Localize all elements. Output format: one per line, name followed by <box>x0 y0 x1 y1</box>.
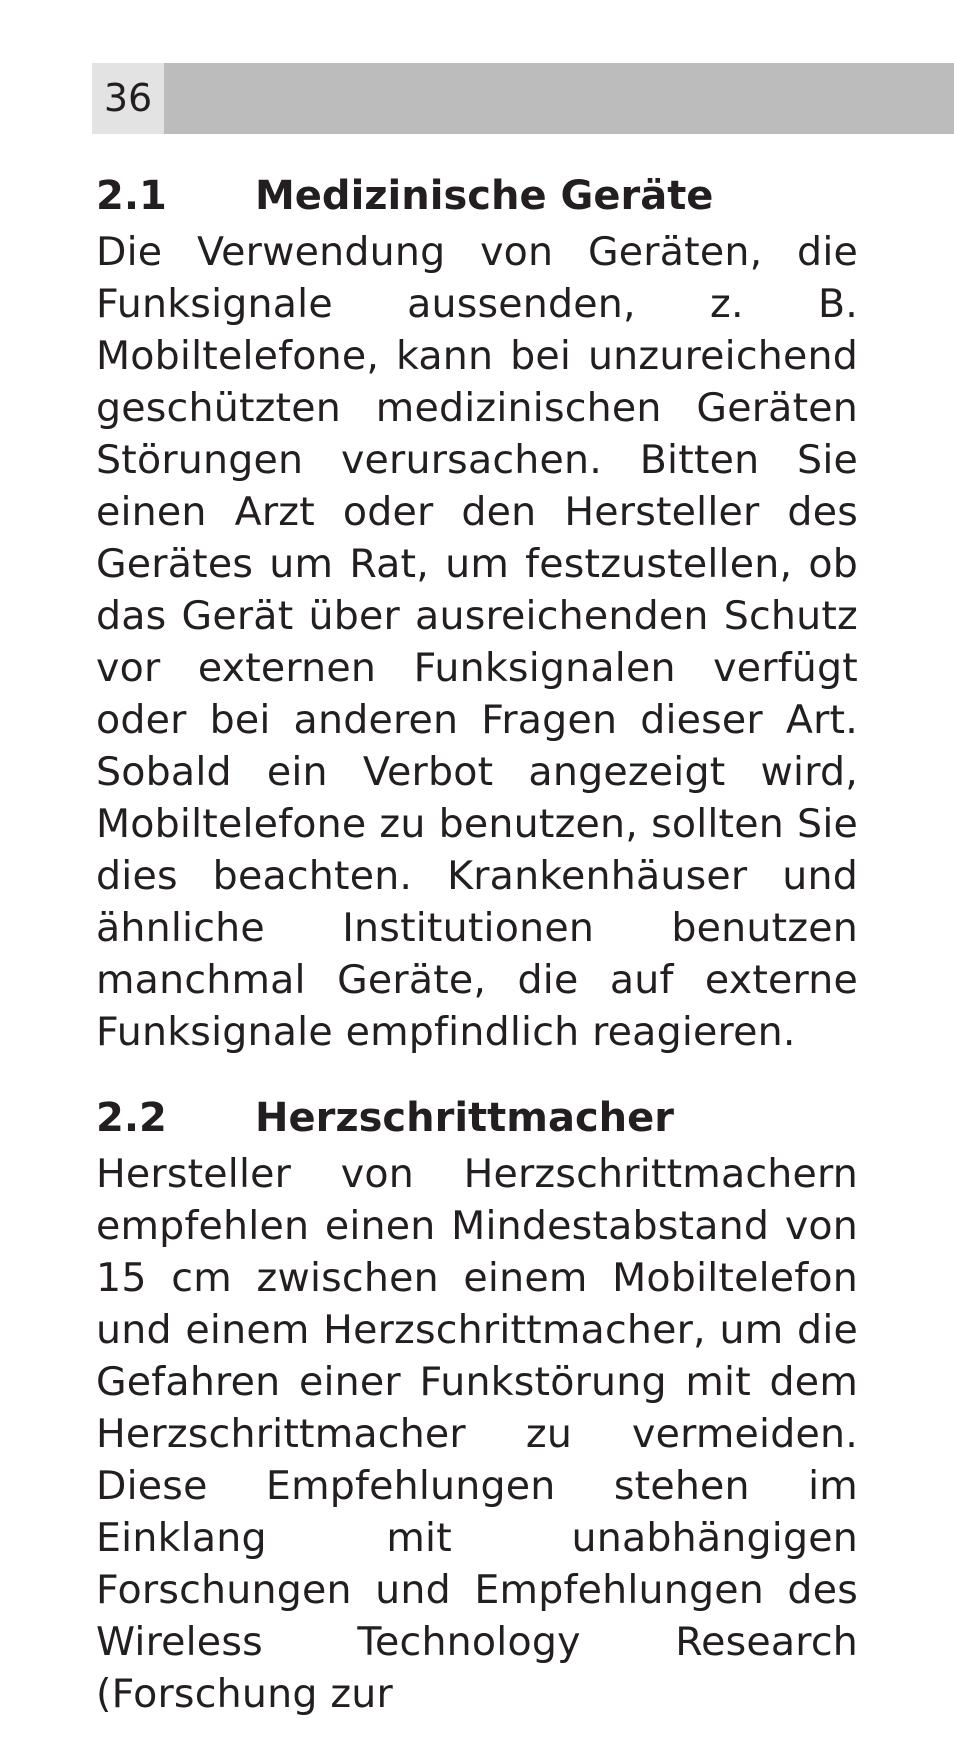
page-content <box>96 166 858 1720</box>
section-heading <box>96 1088 858 1148</box>
section-body-text: Die Verwendung von Geräten, die Funksignale aussenden, z. B. Mobiltelefone, kann bei unzureichend geschützten medizinischen Geräten Störungen verursachen. Bitten Sie einen Arzt oder den Hersteller des Gerätes um Rat, um festzustellen, ob das Gerät über ausreichenden Schutz vor externen Funksignalen verfügt oder bei anderen Fragen dieser Art. Sobald ein Verbot angezeigt wird, Mobiltelefone zu benutzen, sollten Sie dies beachten. Krankenhäuser und ähnliche Institutionen benutzen manchmal Geräte, die auf externe Funksignale empfindlich reagieren. <box>96 229 858 1055</box>
section-heading <box>96 166 858 226</box>
section-number: 2.1 <box>96 173 167 219</box>
section-title: Herzschrittmacher <box>255 1095 675 1141</box>
section-pacemaker <box>96 1088 858 1720</box>
section-body-text: Hersteller von Herzschrittmachern empfehlen einen Mindestabstand von 15 cm zwischen einem Mobiltelefon und einem Herzschrittmacher, um die Gefahren einer Funkstörung mit dem Herzschrittmacher zu vermeiden. Diese Empfehlungen stehen im Einklang mit unabhängigen Forschungen und Empfehlungen des Wireless Technology Research (Forschung zur <box>96 1151 858 1717</box>
section-number: 2.2 <box>96 1095 167 1141</box>
page-number: 36 <box>92 63 164 134</box>
section-title: Medizinische Geräte <box>255 173 714 219</box>
page-header-bar <box>92 63 954 134</box>
section-medical-devices <box>96 166 858 1058</box>
